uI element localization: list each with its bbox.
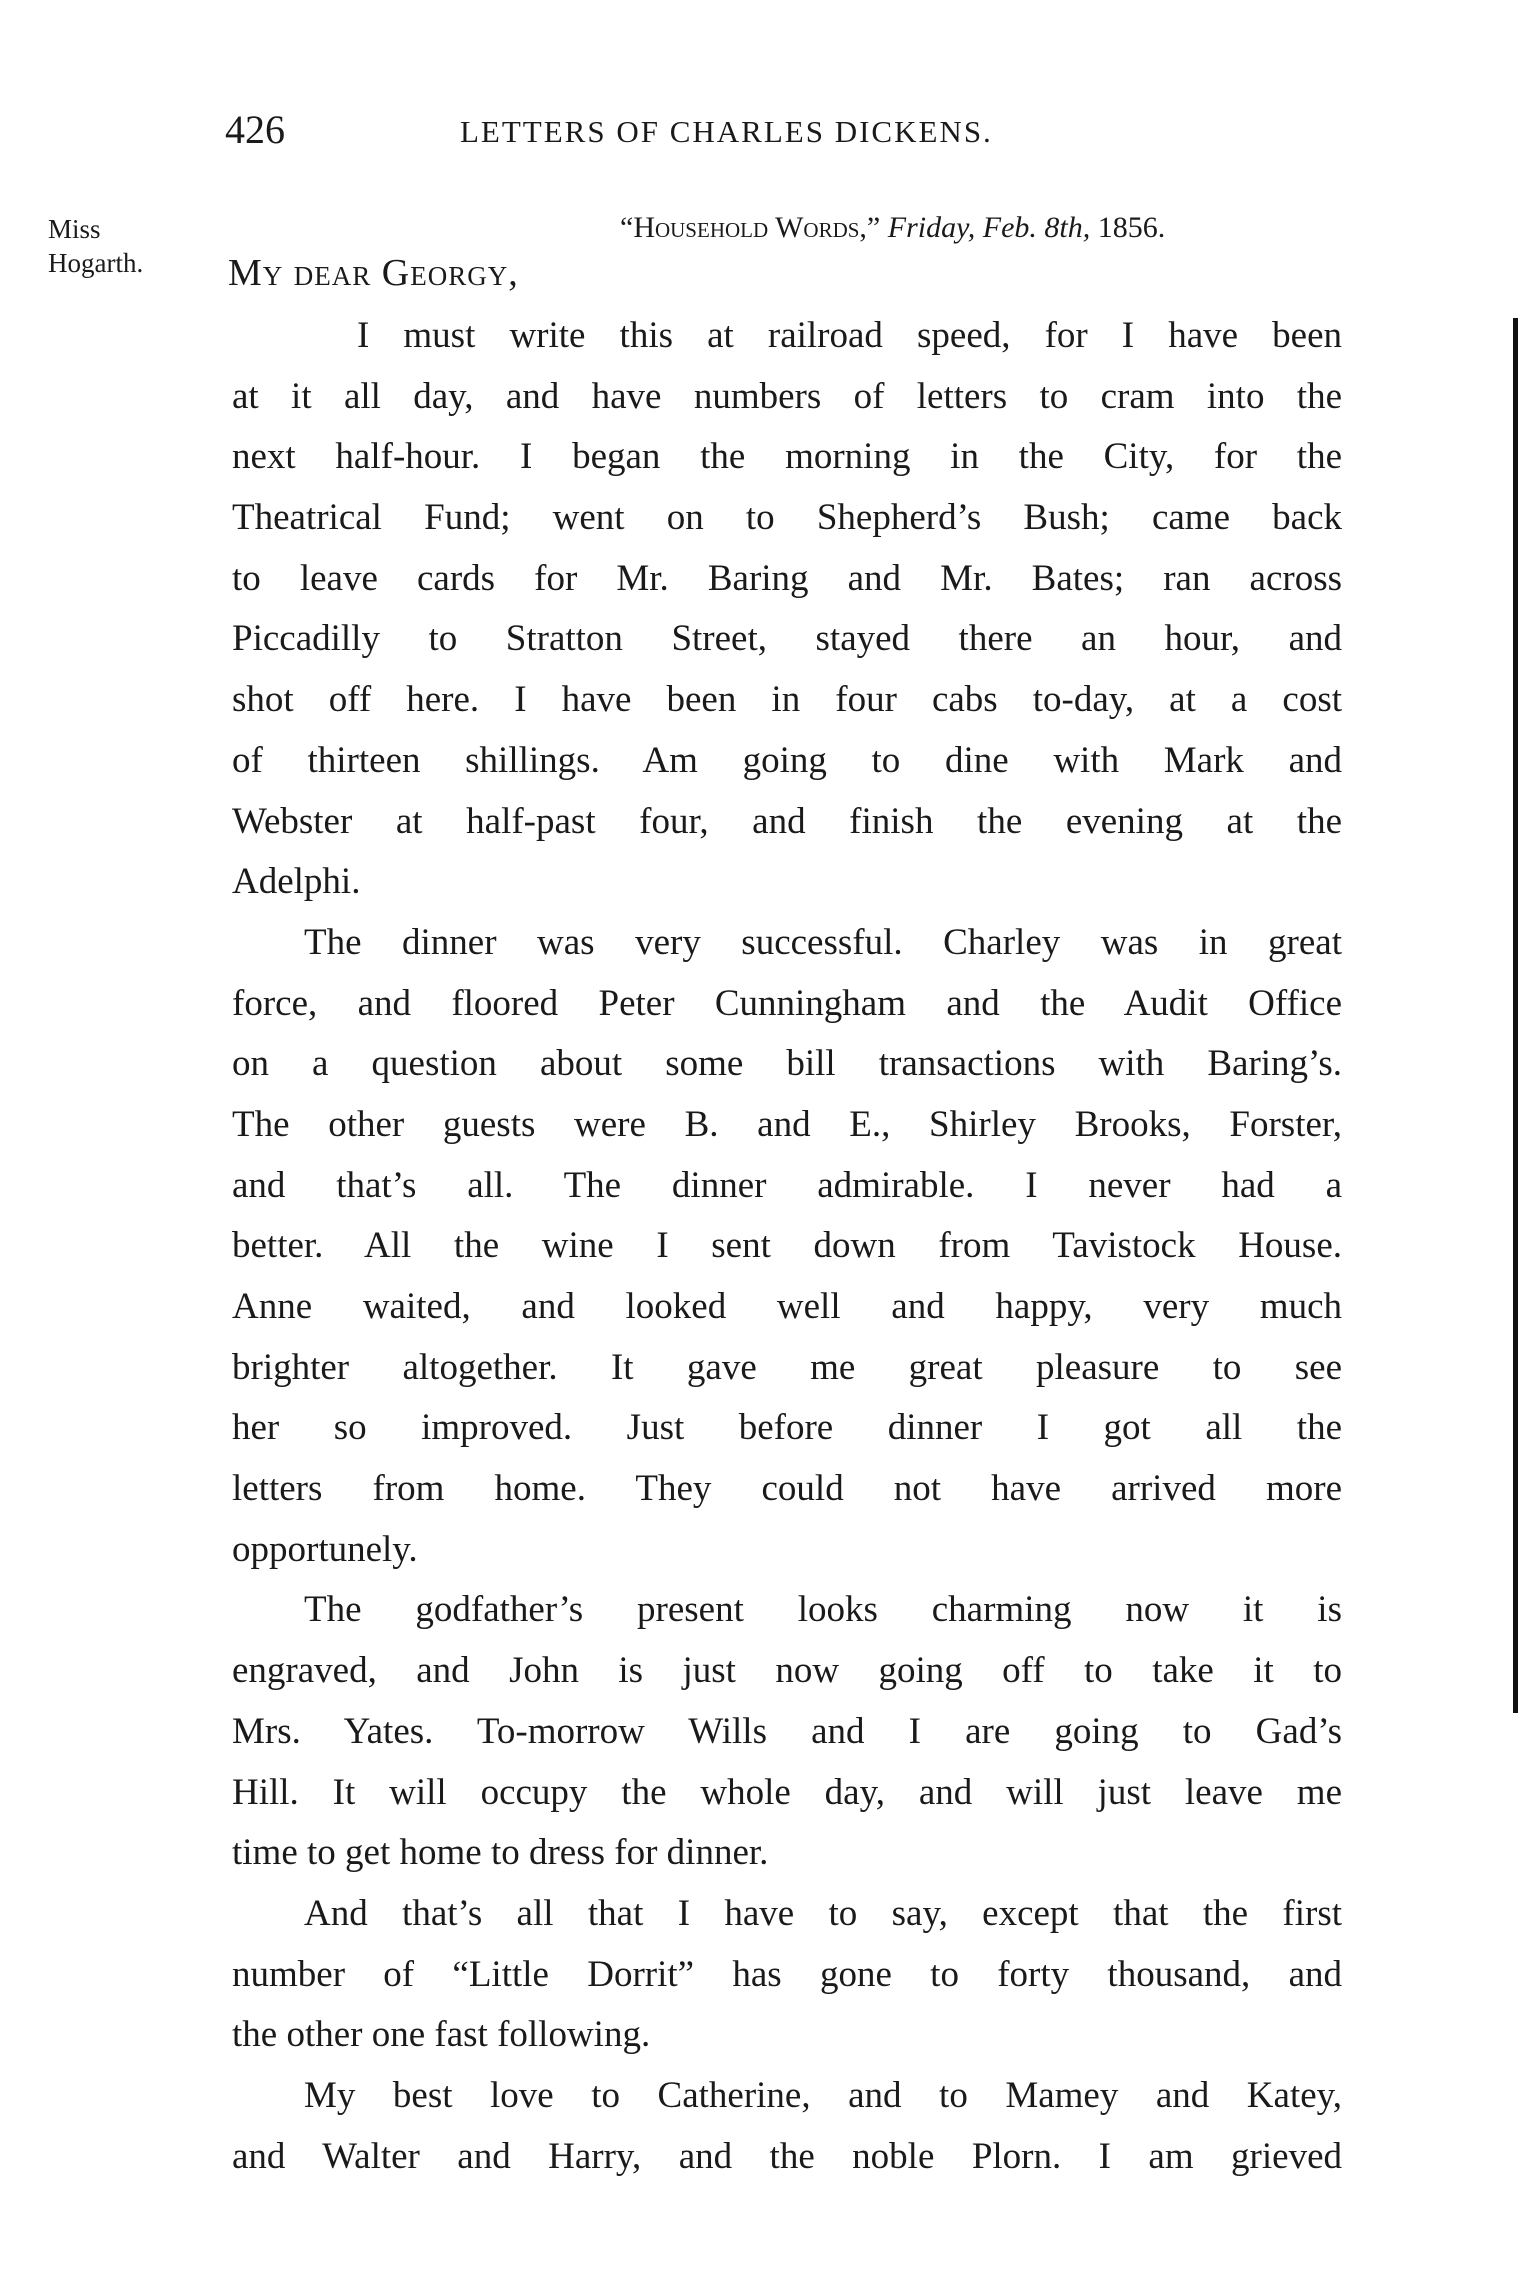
text-line: Anne waited, and looked well and happy, very much: [232, 1286, 1342, 1327]
paragraph-1: [232, 306, 1342, 913]
text-line: The other guests were B. and E., Shirley Brooks, Forster,: [232, 1103, 1342, 1145]
text-line: better. All the wine I sent down from Tavistock House.: [232, 1225, 1342, 1267]
margin-note-recipient: [48, 212, 198, 280]
text-line: at it all day, and have numbers of letters to cram into the: [232, 375, 1342, 417]
text-line: Piccadilly to Stratton Street, stayed there an hour, and: [232, 618, 1342, 660]
text-line: engraved, and John is just now going off to take it to: [232, 1650, 1342, 1692]
text-line: Mrs. Yates. To-morrow Wills and I are going to Gad’s: [232, 1710, 1342, 1752]
letter-dateline: [620, 208, 1165, 248]
paragraph-2: [232, 913, 1342, 1581]
running-head: [225, 100, 1335, 160]
text-line: Hill. It will occupy the whole day, and will just leave me: [232, 1771, 1342, 1813]
text-line: time to get home to dress for dinner.: [232, 1832, 769, 1874]
text-line: and Walter and Harry, and the noble Plorn. I am grieved: [232, 2135, 1342, 2177]
text-line: to leave cards for Mr. Baring and Mr. Bates; ran across: [232, 557, 1342, 599]
text-line: My best love to Catherine, and to Mamey and Katey,: [304, 2074, 1342, 2116]
text-line: brighter altogether. It gave me great pleasure to see: [232, 1346, 1342, 1388]
text-line: Webster at half-past four, and finish the evening at the: [232, 800, 1342, 842]
running-title: LETTERS OF CHARLES DICKENS.: [460, 114, 993, 149]
text-line: and that’s all. The dinner admirable. I never had a: [232, 1164, 1342, 1206]
dateline-date: Friday, Feb. 8th,: [887, 211, 1091, 244]
text-line: her so improved. Just before dinner I got all the: [232, 1407, 1342, 1449]
text-line: Adelphi.: [232, 861, 361, 903]
text-line: Theatrical Fund; went on to Shepherd’s Bush; came back: [232, 497, 1342, 539]
text-line: I must write this at railroad speed, for I have been: [357, 315, 1342, 356]
paragraph-3: [232, 1580, 1342, 1883]
text-line: shot off here. I have been in four cabs to-day, at a cost: [232, 679, 1342, 721]
margin-note-line-1: Miss: [48, 214, 101, 244]
text-line: The godfather’s present looks charming now it is: [304, 1589, 1342, 1631]
text-line: letters from home. They could not have arrived more: [232, 1468, 1342, 1510]
text-line: The dinner was very successful. Charley was in great: [304, 921, 1342, 963]
page-number: 426: [225, 107, 285, 152]
text-line: the other one fast following.: [232, 2014, 651, 2056]
dateline-year: 1856.: [1097, 211, 1166, 244]
text-line: And that’s all that I have to say, except that the first: [304, 1892, 1342, 1934]
margin-note-line-2: Hogarth.: [48, 248, 144, 278]
text-line: number of “Little Dorrit” has gone to forty thousand, and: [232, 1953, 1342, 1995]
letter-body: [232, 306, 1342, 2187]
dateline-publication: “Household Words,”: [620, 211, 881, 244]
paragraph-4: [232, 1884, 1342, 2066]
text-line: next half-hour. I began the morning in the City, for the: [232, 436, 1342, 478]
text-line: opportunely.: [232, 1528, 418, 1570]
letter-salutation: My dear Georgy,: [228, 252, 519, 294]
scan-edge-rule: [1513, 318, 1518, 1713]
paragraph-5: [232, 2066, 1342, 2187]
text-line: of thirteen shillings. Am going to dine with Mark and: [232, 739, 1342, 781]
text-line: on a question about some bill transactions with Baring’s.: [232, 1043, 1342, 1085]
text-line: force, and floored Peter Cunningham and the Audit Office: [232, 982, 1342, 1024]
